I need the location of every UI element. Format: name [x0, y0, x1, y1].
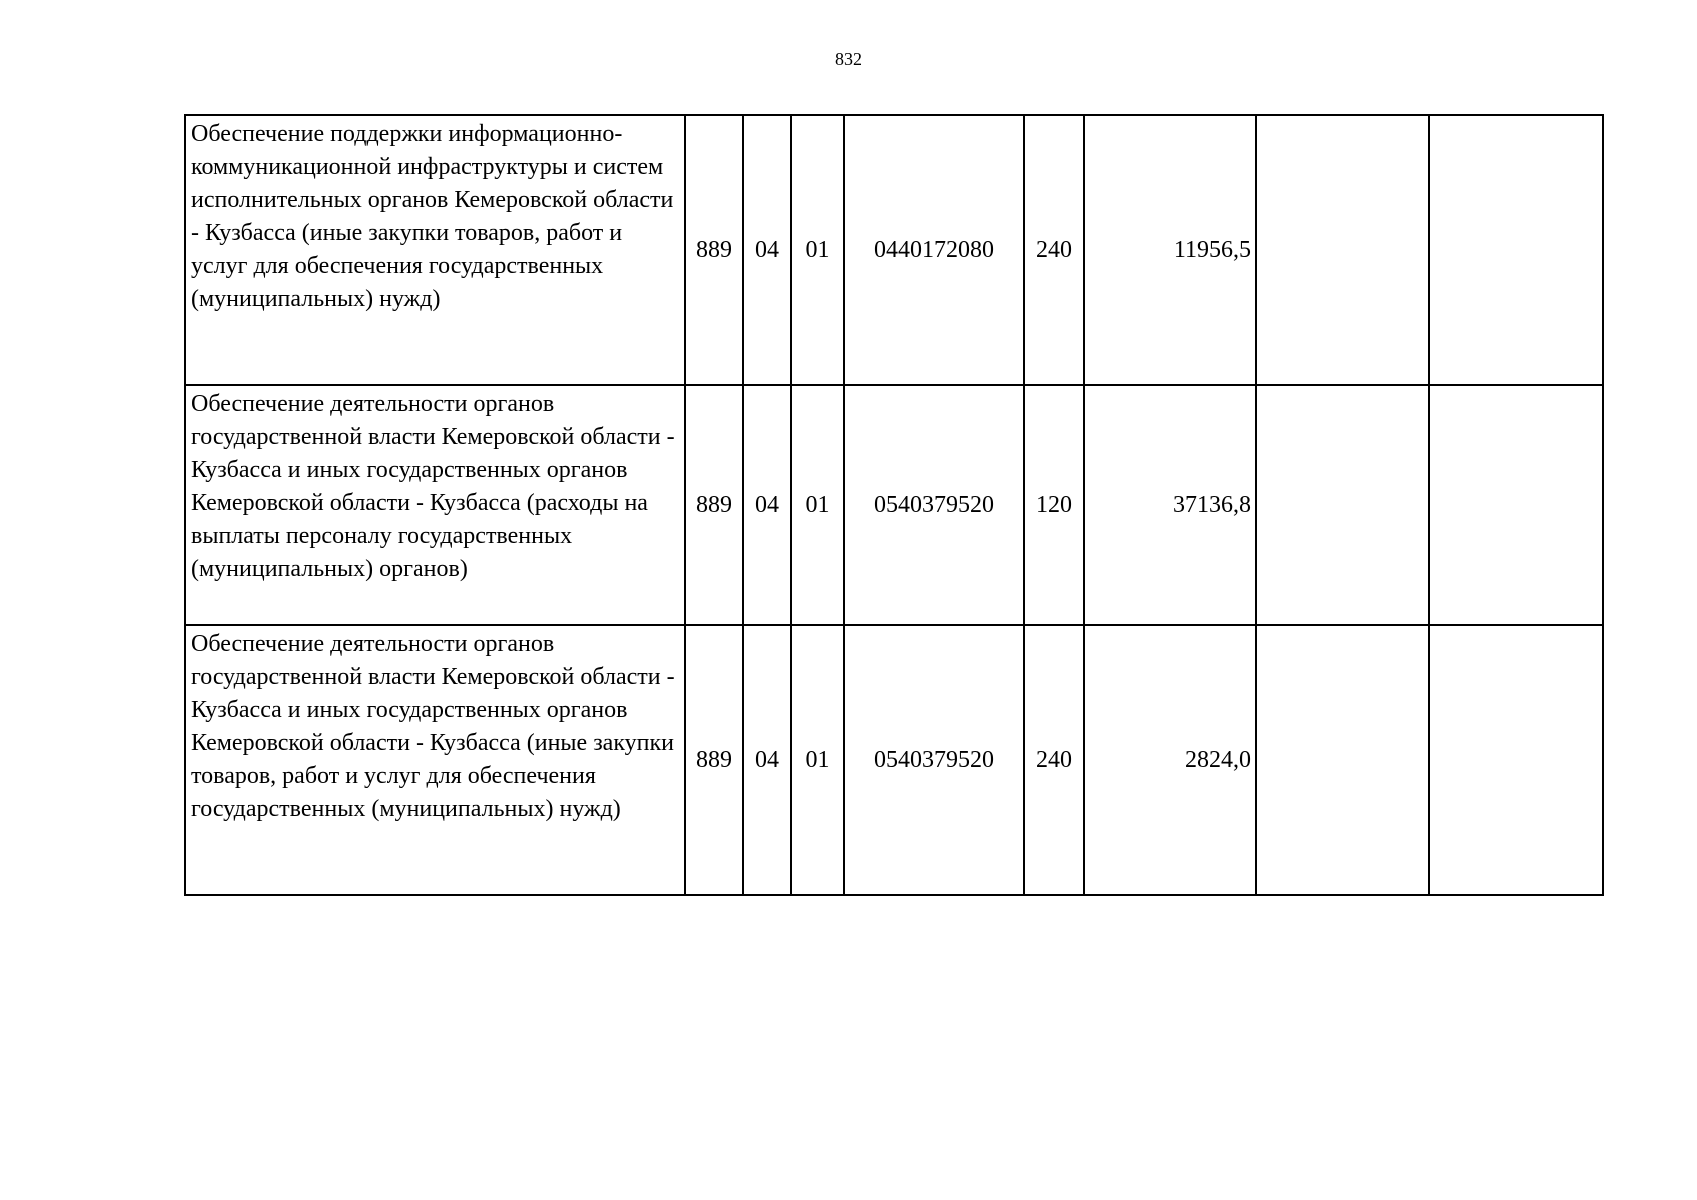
description-cell: Обеспечение деятельности органов государственной власти Кемеровской области - Кузбасса и иных государственных органов Кемеровской области - Кузбасса (иные закупки товаров, работ и услуг для обеспечения государственных (муниципальных) нужд) [185, 625, 685, 895]
section-code-cell: 04 [743, 115, 791, 385]
empty-cell [1429, 115, 1603, 385]
expense-type-cell: 240 [1024, 115, 1084, 385]
budget-table [184, 114, 1604, 896]
empty-cell [1256, 115, 1429, 385]
amount-cell: 11956,5 [1084, 115, 1256, 385]
ministry-code-cell: 889 [685, 385, 743, 625]
subsection-code-cell: 01 [791, 625, 844, 895]
empty-cell [1256, 385, 1429, 625]
page-number: 832 [835, 49, 862, 69]
amount-cell: 37136,8 [1084, 385, 1256, 625]
section-code-cell: 04 [743, 385, 791, 625]
target-article-cell: 0540379520 [844, 385, 1024, 625]
amount-cell: 2824,0 [1084, 625, 1256, 895]
description-cell: Обеспечение деятельности органов государственной власти Кемеровской области - Кузбасса и иных государственных органов Кемеровской области - Кузбасса (расходы на выплаты персоналу государственных (муниципальных) органов) [185, 385, 685, 625]
ministry-code-cell: 889 [685, 625, 743, 895]
target-article-cell: 0540379520 [844, 625, 1024, 895]
subsection-code-cell: 01 [791, 115, 844, 385]
table-row [185, 625, 1603, 895]
empty-cell [1429, 385, 1603, 625]
empty-cell [1429, 625, 1603, 895]
expense-type-cell: 240 [1024, 625, 1084, 895]
table-row [185, 115, 1603, 385]
description-cell: Обеспечение поддержки информационно-коммуникационной инфраструктуры и систем исполнительных органов Кемеровской области - Кузбасса (иные закупки товаров, работ и услуг для обеспечения государственных (муниципальных) нужд) [185, 115, 685, 385]
subsection-code-cell: 01 [791, 385, 844, 625]
expense-type-cell: 120 [1024, 385, 1084, 625]
section-code-cell: 04 [743, 625, 791, 895]
empty-cell [1256, 625, 1429, 895]
target-article-cell: 0440172080 [844, 115, 1024, 385]
ministry-code-cell: 889 [685, 115, 743, 385]
table-row [185, 385, 1603, 625]
